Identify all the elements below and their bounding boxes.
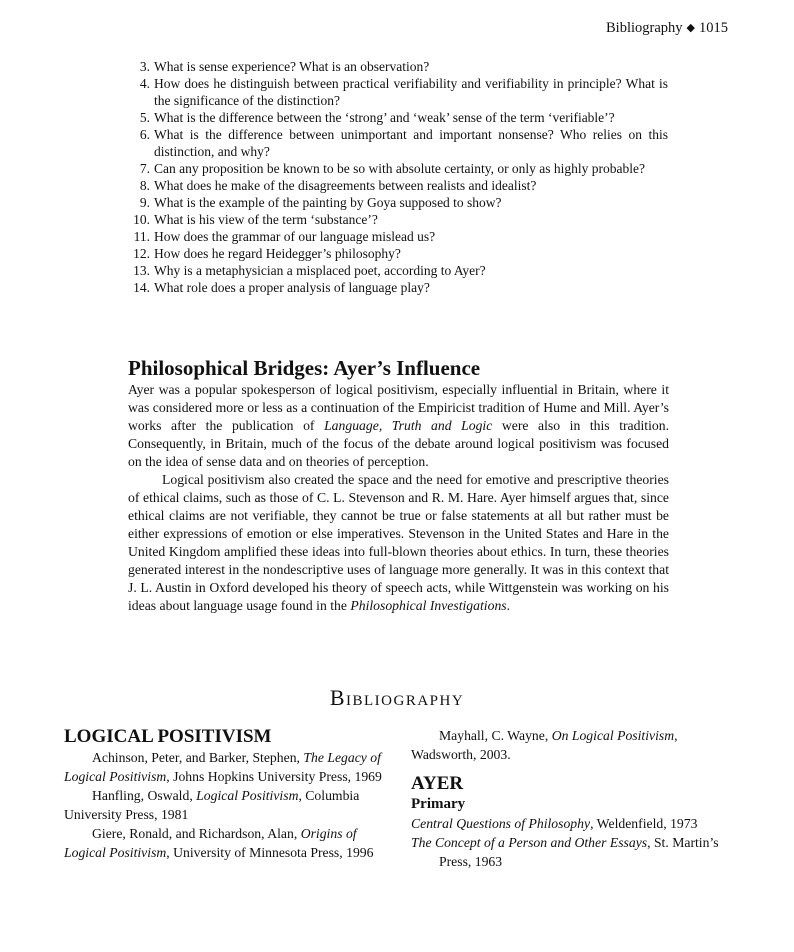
diamond-icon: ◆	[686, 22, 695, 34]
bibliography-entry	[64, 824, 386, 862]
entry-author: Achinson, Peter, and Barker, Stephen,	[92, 750, 304, 765]
list-item	[128, 228, 668, 245]
question-number: 9.	[139, 195, 150, 210]
bibliography-entry	[411, 833, 741, 871]
running-head-title: Bibliography	[606, 20, 683, 36]
entry-publisher: , Columbia University Press, 1981	[64, 788, 360, 822]
bibliography-right-column	[411, 726, 741, 871]
entry-title: Logical Positivism	[196, 788, 299, 803]
bibliography-entry	[64, 748, 386, 786]
list-item	[128, 177, 668, 194]
entry-author: Hanfling, Oswald,	[92, 788, 197, 803]
page-number: 1015	[699, 20, 728, 36]
question-number: 3.	[139, 59, 150, 74]
paragraph-text: were also in this tradition. Consequently, in Britain, much of the focus of the debate around logical positivism was focused on the idea of sense data and on theories of perception.	[128, 418, 669, 469]
entry-title: Central Questions of Philosophy	[411, 816, 591, 831]
bibliography-entry	[64, 786, 386, 824]
paragraph-text: Logical positivism also created the space and the need for emotive and prescriptive theories of ethical claims, such as those of C. L. Stevenson and R. M. Hare. Ayer himself argues that, since ethical claims are not verifiable, they cannot be true or false statements at all but rather must be either expressions of emotion or else imperatives. Stevenson in the United States and Hare in the United Kingdom amplified these ideas into full-blown theories about ethics. In turn, these theories generated interest in the nondescriptive uses of language more generally. It was in this context that J. L. Austin in Oxford developed his theory of speech acts, while Wittgenstein was working on his ideas about language usage found in the	[128, 472, 669, 613]
question-text: What is the difference between the ‘strong’ and ‘weak’ sense of the term ‘verifiable’?	[154, 110, 615, 125]
list-item	[128, 75, 668, 109]
question-number: 6.	[139, 127, 150, 142]
question-text: What is his view of the term ‘substance’?	[154, 212, 378, 227]
entry-author: Giere, Ronald, and Richardson, Alan,	[92, 826, 301, 841]
book-title: Language, Truth and Logic	[324, 418, 493, 433]
study-questions-list	[128, 58, 668, 296]
subcategory-heading: Primary	[411, 796, 466, 812]
question-text: Why is a metaphysician a misplaced poet, according to Ayer?	[154, 263, 486, 278]
bibliography-entry	[411, 726, 741, 764]
list-item	[128, 160, 668, 177]
question-text: How does the grammar of our language mislead us?	[154, 229, 436, 244]
bibliography-title: Bibliography	[329, 685, 465, 710]
list-item	[128, 211, 668, 228]
bibliography-entry	[411, 814, 741, 833]
book-title: Philosophical Investigations	[350, 598, 507, 613]
entry-publisher: , Wadsworth, 2003.	[411, 728, 678, 762]
entry-title: The Concept of a Person and Other Essays	[411, 835, 648, 850]
essay-body	[128, 381, 669, 615]
question-number: 13.	[133, 263, 150, 278]
list-item	[128, 279, 668, 296]
question-text: What does he make of the disagreements between realists and idealist?	[154, 178, 537, 193]
question-text: How does he regard Heidegger’s philosophy?	[154, 246, 401, 261]
question-number: 5.	[139, 110, 150, 125]
entry-publisher: , Weldenfield, 1973	[590, 816, 698, 831]
list-item	[128, 262, 668, 279]
paragraph	[128, 471, 669, 615]
list-item	[128, 194, 668, 211]
category-heading: AYER	[411, 773, 464, 794]
question-number: 8.	[139, 178, 150, 193]
question-text: What role does a proper analysis of language play?	[154, 280, 430, 295]
entry-title: The Legacy of Logical Positivism	[64, 750, 381, 784]
question-text: How does he distinguish between practical verifiability and verifiability in principle? What is the significance of the distinction?	[154, 76, 668, 108]
question-number: 7.	[139, 161, 150, 176]
question-text: What is the difference between unimportant and important nonsense? Who relies on this distinction, and why?	[154, 127, 668, 159]
question-text: What is the example of the painting by Goya supposed to show?	[154, 195, 502, 210]
list-item	[128, 245, 668, 262]
question-number: 4.	[139, 76, 150, 91]
entry-title: On Logical Positivism	[551, 728, 675, 743]
paragraph	[128, 381, 669, 471]
question-number: 10.	[133, 212, 150, 227]
entry-title: Origins of Logical Positivism	[64, 826, 357, 860]
bibliography-left-column	[64, 726, 386, 862]
section-heading: Philosophical Bridges: Ayer’s Influence	[128, 356, 481, 380]
entry-publisher: , St. Martin’s Press, 1963	[439, 835, 719, 869]
running-head	[606, 19, 728, 38]
entry-author: Mayhall, C. Wayne,	[439, 728, 552, 743]
paragraph-text: Ayer was a popular spokesperson of logical positivism, especially influential in Britain, where it was considered more or less as a continuation of the Empiricist tradition of Hume and Mill. Ayer’s works after the publication of	[128, 382, 669, 433]
entry-publisher: , Johns Hopkins University Press, 1969	[166, 769, 382, 784]
question-number: 14.	[133, 280, 150, 295]
paragraph-text: .	[506, 598, 511, 613]
list-item	[128, 58, 668, 75]
list-item	[128, 126, 668, 160]
question-text: What is sense experience? What is an observation?	[154, 59, 430, 74]
category-heading: LOGICAL POSITIVISM	[64, 726, 272, 747]
list-item	[128, 109, 668, 126]
question-number: 12.	[133, 246, 150, 261]
question-number: 11.	[133, 229, 150, 244]
question-text: Can any proposition be known to be so with absolute certainty, or only as highly probable?	[154, 161, 646, 176]
entry-publisher: , University of Minnesota Press, 1996	[166, 845, 374, 860]
